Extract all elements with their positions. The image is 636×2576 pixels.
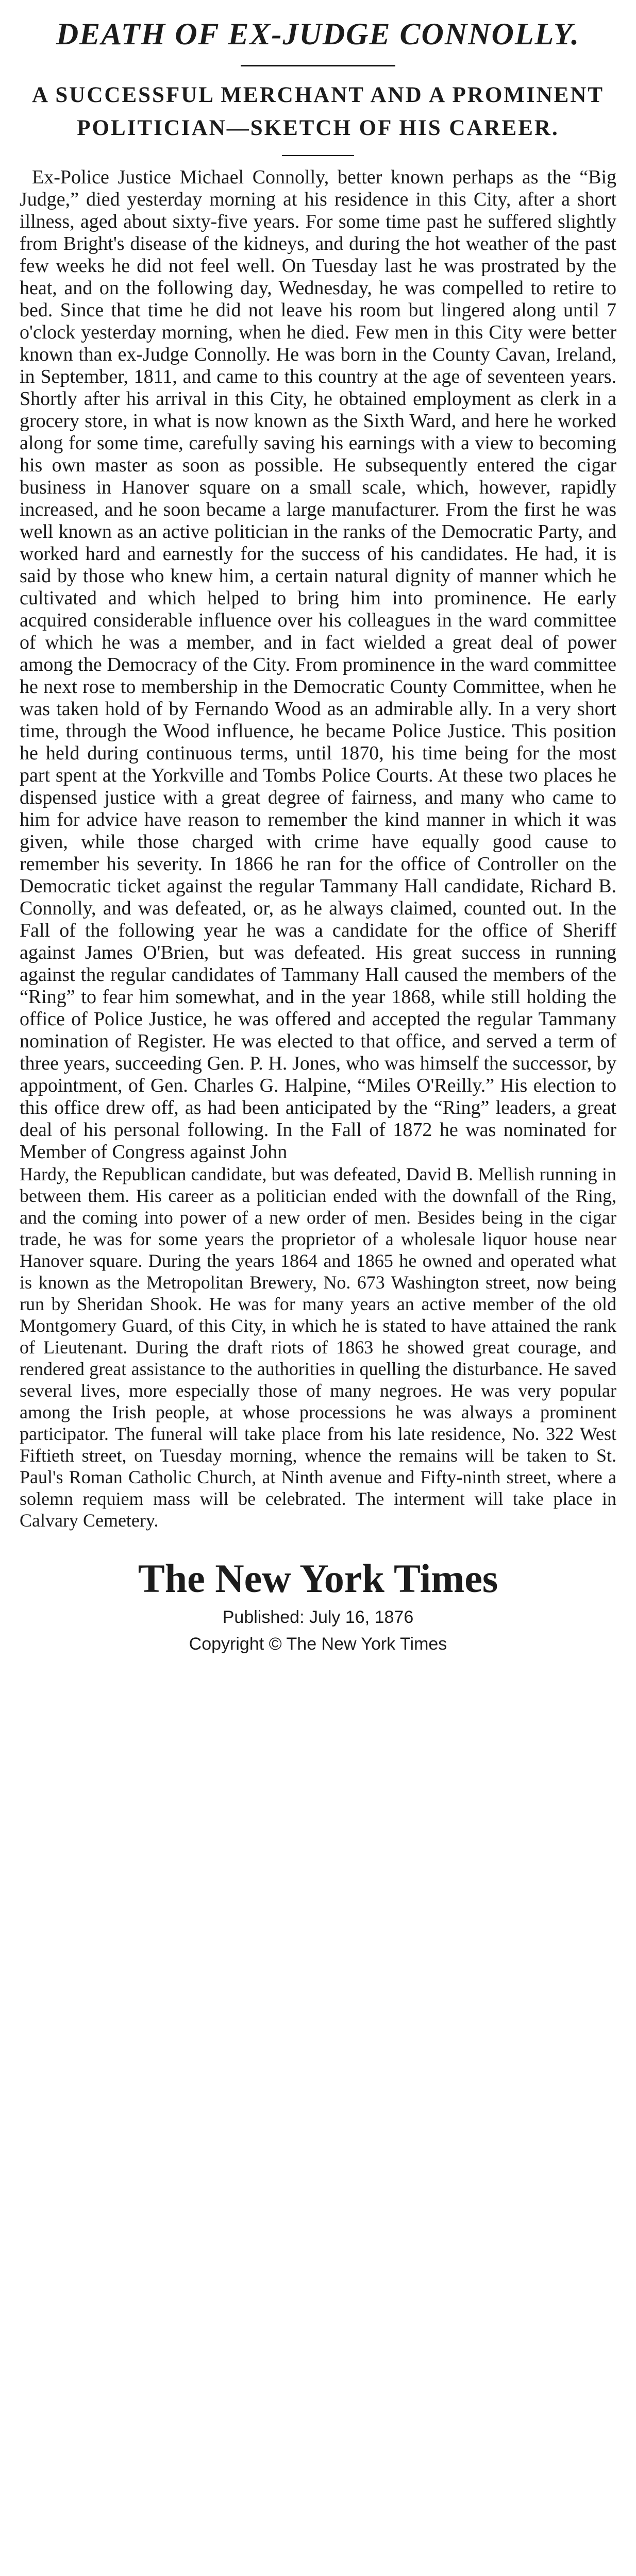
copyright-notice: Copyright © The New York Times: [189, 1634, 447, 1654]
newspaper-masthead-logo: The New York Times: [138, 1556, 498, 1601]
subhead-divider: [282, 155, 354, 156]
article-body: Ex-Police Justice Michael Connolly, better known perhaps as the “Big Judge,” died yesterday morning at his residence in this City, after a short illness, aged about sixty-five years. For some time past he suffered slightly from Bright's disease of the kidneys, and during the hot weather of the past few weeks he did not feel well. On Tuesday last he was prostrated by the heat, and on the following day, Wednesday, he was compelled to retire to bed. Since that time he did not leave his room but lingered along until 7 o'clock yesterday morning, when he died. Few men in this City were better known than ex-Judge Connolly. He was born in the County Cavan, Ireland, in September, 1811, and came to this country at the age of seventeen years. Shortly after his arrival in this City, he obtained employment as clerk in a grocery store, in what is now known as the Sixth Ward, and here he worked along for some time, carefully saving his earnings with a view to becoming his own master as soon as possible. He subsequently entered the cigar business in Hanover square on a small scale, which, however, rapidly increased, and he soon became a large manufacturer. From the first he was well known as an active politician in the ranks of the Democratic Party, and worked hard and earnestly for the success of his candidates. He had, it is said by those who knew him, a certain natural dignity of manner which he cultivated and which helped to bring him into prominence. He early acquired considerable influence over his colleagues in the ward committee of which he was a member, and in fact wielded a great deal of power among the Democracy of the City. From prominence in the ward committee he next rose to membership in the Democratic County Committee, when he was taken hold of by Fernando Wood as an admirable ally. In a very short time, through the Wood influence, he became Police Justice. This position he held during continuous terms, until 1870, his time being for the most part spent at the Yorkville and Tombs Police Courts. At these two places he dispensed justice with a great degree of fairness, and many who came to him for advice have reason to remember the kind manner in which it was given, while those charged with crime have equally good cause to remember his severity. In 1866 he ran for the office of Controller on the Democratic ticket against the regular Tammany Hall candidate, Richard B. Connolly, and was defeated, or, as he always claimed, counted out. In the Fall of the following year he was a candidate for the office of Sheriff against James O'Brien, but was defeated. His great success in running against the regular candidates of Tammany Hall caused the members of the “Ring” to fear him somewhat, and in the year 1868, while still holding the office of Police Justice, he was offered and accepted the regular Tammany nomination of Register. He was elected to that office, and served a term of three years, succeeding Gen. P. H. Jones, who was himself the successor, by appointment, of Gen. Charles G. Halpine, “Miles O'Reilly.” His election to this office drew off, as had been anticipated by the “Ring” leaders, a great deal of his personal following. In the Fall of 1872 he was nominated for Member of Congress against John: [20, 166, 616, 1163]
article-headline: DEATH OF EX-JUDGE CONNOLLY.: [56, 17, 580, 51]
published-date: Published: July 16, 1876: [222, 1607, 414, 1627]
article-body-continued: Hardy, the Republican candidate, but was defeated, David B. Mellish running in between them. His career as a politician ended with the downfall of the Ring, and the coming into power of a new order of men. Besides being in the cigar trade, he was for some years the proprietor of a wholesale liquor house near Hanover square. During the years 1864 and 1865 he owned and operated what is known as the Metropolitan Brewery, No. 673 Washington street, now being run by Sheridan Shook. He was for many years an active member of the old Montgomery Guard, of this City, in which he is stated to have attained the rank of Lieutenant. During the draft riots of 1863 he showed great courage, and rendered great assistance to the authorities in quelling the disturbance. He saved several lives, more especially those of many negroes. He was very popular among the Irish people, at whose processions he was always a prominent participator. The funeral will take place from his late residence, No. 322 West Fiftieth street, on Tuesday morning, whence the remains will be taken to St. Paul's Roman Catholic Church, at Ninth avenue and Fifty-ninth street, where a solemn requiem mass will be celebrated. The interment will take place in Calvary Cemetery.: [20, 1164, 616, 1531]
headline-divider: [241, 65, 395, 66]
newspaper-clipping: [16, 4, 620, 2576]
article-subhead: A SUCCESSFUL MERCHANT AND A PROMINENT POLITICIAN—SKETCH OF HIS CAREER.: [31, 83, 605, 140]
